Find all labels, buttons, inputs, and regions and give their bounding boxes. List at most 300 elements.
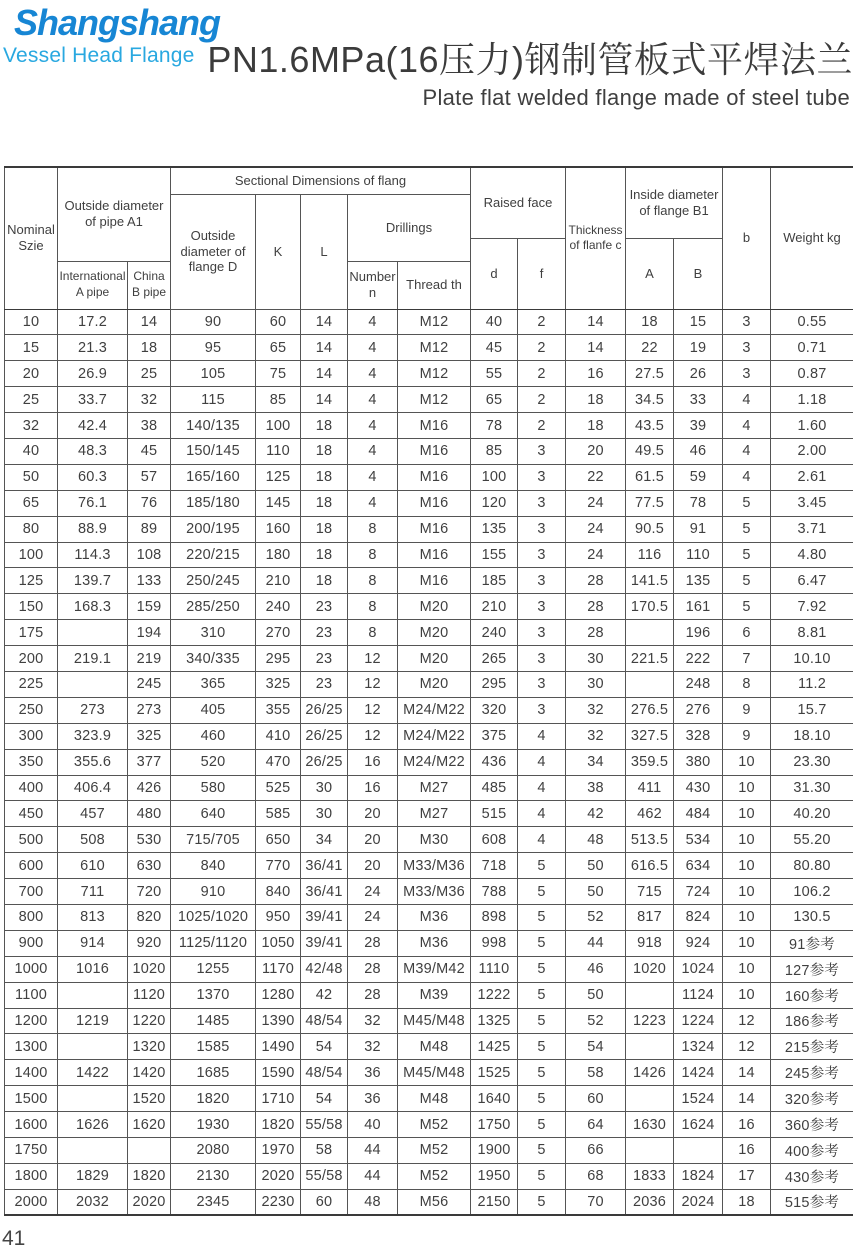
table-cell: 840	[171, 853, 256, 879]
table-row	[5, 671, 853, 697]
table-cell: 1685	[171, 1060, 256, 1086]
table-cell: 48	[348, 1189, 398, 1215]
table-cell	[58, 1138, 128, 1164]
table-cell: 14	[566, 335, 626, 361]
table-cell: 5	[518, 879, 566, 905]
table-cell: 1000	[5, 956, 58, 982]
table-cell: 185	[471, 568, 518, 594]
table-cell: 42	[301, 982, 348, 1008]
table-cell: 3	[723, 361, 771, 387]
table-cell: 585	[256, 801, 301, 827]
table-cell: 1800	[5, 1163, 58, 1189]
brand-logo-text: Shangshang	[14, 2, 221, 43]
table-cell: 820	[128, 904, 171, 930]
table-cell: 24	[566, 516, 626, 542]
table-cell: 32	[5, 413, 58, 439]
table-cell: 7	[723, 646, 771, 672]
table-cell: 4	[518, 775, 566, 801]
table-cell: 5	[518, 1163, 566, 1189]
table-cell: 54	[566, 1034, 626, 1060]
table-cell: 8.81	[771, 620, 853, 646]
table-cell: 718	[471, 853, 518, 879]
table-cell: M27	[398, 775, 471, 801]
table-cell: 3	[518, 594, 566, 620]
table-cell: 125	[256, 464, 301, 490]
table-cell: 4	[348, 309, 398, 335]
table-cell: 8	[348, 516, 398, 542]
table-cell: 15	[674, 309, 723, 335]
table-cell: M24/M22	[398, 749, 471, 775]
table-cell: 1624	[674, 1112, 723, 1138]
table-cell: 45	[128, 438, 171, 464]
page-number: 41	[2, 1227, 26, 1250]
col-header-number-n: Number n	[348, 261, 398, 309]
table-cell	[58, 620, 128, 646]
table-cell: 36	[348, 1086, 398, 1112]
table-cell: 2230	[256, 1189, 301, 1215]
table-cell: 5	[518, 1086, 566, 1112]
table-cell: 10	[723, 775, 771, 801]
table-cell: 5	[723, 490, 771, 516]
table-cell: 1024	[674, 956, 723, 982]
table-cell: 24	[566, 490, 626, 516]
table-cell: 5	[518, 956, 566, 982]
table-cell: 100	[5, 542, 58, 568]
table-cell: 3.45	[771, 490, 853, 516]
table-cell: 7.92	[771, 594, 853, 620]
table-cell: 4	[348, 464, 398, 490]
table-cell: 4	[723, 438, 771, 464]
table-row	[5, 879, 853, 905]
table-cell: 436	[471, 749, 518, 775]
table-cell: 30	[566, 671, 626, 697]
table-cell: 64	[566, 1112, 626, 1138]
table-cell: 55.20	[771, 827, 853, 853]
table-cell: M48	[398, 1086, 471, 1112]
table-cell: 715	[626, 879, 674, 905]
table-cell: 50	[5, 464, 58, 490]
table-cell: 770	[256, 853, 301, 879]
table-row	[5, 620, 853, 646]
table-row	[5, 309, 853, 335]
table-cell: 88.9	[58, 516, 128, 542]
table-cell: 2032	[58, 1189, 128, 1215]
brand-tagline: Vessel Head Flange	[3, 44, 195, 67]
table-row	[5, 568, 853, 594]
table-cell: 1590	[256, 1060, 301, 1086]
table-cell: 520	[171, 749, 256, 775]
table-cell: 210	[471, 594, 518, 620]
table-cell: 28	[566, 620, 626, 646]
col-header-international-a-pipe: International A pipe	[58, 261, 128, 309]
table-row	[5, 594, 853, 620]
table-cell: 54	[301, 1034, 348, 1060]
table-cell: 4	[723, 387, 771, 413]
table-cell: 998	[471, 930, 518, 956]
table-cell: 12	[348, 697, 398, 723]
table-cell: 4	[348, 387, 398, 413]
table-cell: 40	[5, 438, 58, 464]
table-cell: 12	[723, 1034, 771, 1060]
table-cell: 2	[518, 309, 566, 335]
table-cell: M52	[398, 1138, 471, 1164]
table-cell: 1120	[128, 982, 171, 1008]
table-cell: 5	[518, 1189, 566, 1215]
col-group-outside-pipe-a1: Outside diameter of pipe A1	[58, 167, 171, 261]
table-cell: M12	[398, 335, 471, 361]
table-row	[5, 1112, 853, 1138]
table-cell: 411	[626, 775, 674, 801]
table-cell: 12	[348, 646, 398, 672]
table-cell: 10	[5, 309, 58, 335]
table-cell: 65	[471, 387, 518, 413]
table-cell: 222	[674, 646, 723, 672]
table-cell: 32	[566, 723, 626, 749]
table-cell: 31.30	[771, 775, 853, 801]
table-cell: 1620	[128, 1112, 171, 1138]
table-cell: 1820	[128, 1163, 171, 1189]
table-cell: 273	[58, 697, 128, 723]
table-body	[5, 309, 853, 1215]
table-cell: 910	[171, 879, 256, 905]
table-cell: 24	[566, 542, 626, 568]
table-cell: 1390	[256, 1008, 301, 1034]
table-cell: 350	[5, 749, 58, 775]
table-cell: 50	[566, 982, 626, 1008]
table-cell: M16	[398, 490, 471, 516]
table-cell: 106.2	[771, 879, 853, 905]
table-cell: 75	[256, 361, 301, 387]
table-cell: 1223	[626, 1008, 674, 1034]
table-cell: 130.5	[771, 904, 853, 930]
table-cell: 14	[566, 309, 626, 335]
table-cell: 139.7	[58, 568, 128, 594]
table-cell: 30	[301, 775, 348, 801]
table-cell: M20	[398, 671, 471, 697]
table-cell: M45/M48	[398, 1060, 471, 1086]
table-cell: 65	[256, 335, 301, 361]
table-cell: 515参考	[771, 1189, 853, 1215]
table-cell: 18	[723, 1189, 771, 1215]
table-cell	[58, 982, 128, 1008]
table-cell: 5	[723, 594, 771, 620]
table-cell: 54	[301, 1086, 348, 1112]
table-cell: 450	[5, 801, 58, 827]
table-row	[5, 749, 853, 775]
table-cell: M52	[398, 1163, 471, 1189]
table-row	[5, 956, 853, 982]
table-row	[5, 1138, 853, 1164]
table-cell: 60	[566, 1086, 626, 1112]
table-cell: 14	[301, 361, 348, 387]
table-cell: 4	[518, 723, 566, 749]
table-cell: 1422	[58, 1060, 128, 1086]
table-cell: 817	[626, 904, 674, 930]
table-cell: 5	[518, 1060, 566, 1086]
table-cell: 44	[566, 930, 626, 956]
table-cell: M12	[398, 309, 471, 335]
table-cell: 295	[471, 671, 518, 697]
table-row	[5, 1086, 853, 1112]
table-cell: 175	[5, 620, 58, 646]
table-cell: 8	[723, 671, 771, 697]
table-cell: 100	[256, 413, 301, 439]
table-cell: M36	[398, 904, 471, 930]
table-cell: 426	[128, 775, 171, 801]
table-cell: 155	[471, 542, 518, 568]
table-cell: 5	[723, 568, 771, 594]
table-cell: 38	[566, 775, 626, 801]
table-cell: 33	[674, 387, 723, 413]
table-cell: 2.61	[771, 464, 853, 490]
table-cell: 2020	[128, 1189, 171, 1215]
table-cell: 23	[301, 646, 348, 672]
table-cell: 70	[566, 1189, 626, 1215]
table-cell: 48.3	[58, 438, 128, 464]
table-cell: 3	[518, 542, 566, 568]
table-cell: 28	[348, 982, 398, 1008]
table-cell: 140/135	[171, 413, 256, 439]
table-cell: 250/245	[171, 568, 256, 594]
table-cell: 0.55	[771, 309, 853, 335]
table-cell: 4	[518, 827, 566, 853]
col-group-raised-face: Raised face	[471, 167, 566, 238]
table-cell: 295	[256, 646, 301, 672]
table-cell: 4	[723, 464, 771, 490]
table-cell: 580	[171, 775, 256, 801]
table-cell: 110	[256, 438, 301, 464]
table-cell: 4	[348, 413, 398, 439]
table-cell: 1370	[171, 982, 256, 1008]
table-cell	[626, 1086, 674, 1112]
table-cell: 9	[723, 723, 771, 749]
col-header-inside-a: A	[626, 238, 674, 309]
table-cell: 27.5	[626, 361, 674, 387]
table-cell: 16	[723, 1112, 771, 1138]
table-cell: M16	[398, 464, 471, 490]
table-cell: 18	[301, 516, 348, 542]
table-cell: 28	[348, 956, 398, 982]
table-cell: 1020	[626, 956, 674, 982]
table-cell: 1255	[171, 956, 256, 982]
table-cell: 4	[518, 801, 566, 827]
table-cell: 10	[723, 956, 771, 982]
table-cell: M33/M36	[398, 853, 471, 879]
table-cell: 1219	[58, 1008, 128, 1034]
table-cell: 18	[626, 309, 674, 335]
table-header	[5, 167, 853, 309]
table-cell: 634	[674, 853, 723, 879]
table-cell: M39/M42	[398, 956, 471, 982]
table-cell: 18	[301, 542, 348, 568]
table-cell: 405	[171, 697, 256, 723]
table-cell: 1425	[471, 1034, 518, 1060]
table-cell: 8	[348, 620, 398, 646]
table-cell: 26	[674, 361, 723, 387]
table-cell: 1.18	[771, 387, 853, 413]
table-row	[5, 387, 853, 413]
table-cell: 58	[301, 1138, 348, 1164]
table-row	[5, 982, 853, 1008]
table-cell: 34	[566, 749, 626, 775]
table-cell: 159	[128, 594, 171, 620]
table-cell: 194	[128, 620, 171, 646]
table-cell: 10	[723, 827, 771, 853]
table-cell: 380	[674, 749, 723, 775]
table-cell: 250	[5, 697, 58, 723]
table-cell: 320	[471, 697, 518, 723]
table-cell: 534	[674, 827, 723, 853]
table-cell: 14	[301, 387, 348, 413]
table-cell: 276	[674, 697, 723, 723]
table-cell: 26.9	[58, 361, 128, 387]
table-cell: 20	[348, 801, 398, 827]
table-cell: 914	[58, 930, 128, 956]
table-cell: 1820	[171, 1086, 256, 1112]
table-cell: 90.5	[626, 516, 674, 542]
col-header-k: K	[256, 194, 301, 309]
table-cell: 1485	[171, 1008, 256, 1034]
table-cell: 2036	[626, 1189, 674, 1215]
table-cell: 924	[674, 930, 723, 956]
table-cell: 328	[674, 723, 723, 749]
table-cell: 724	[674, 879, 723, 905]
table-cell: 10	[723, 749, 771, 775]
table-cell: 55/58	[301, 1112, 348, 1138]
table-cell: 46	[674, 438, 723, 464]
table-cell: 1426	[626, 1060, 674, 1086]
table-cell: 48/54	[301, 1060, 348, 1086]
table-cell: 22	[566, 464, 626, 490]
table-cell: 12	[348, 723, 398, 749]
table-cell: 1424	[674, 1060, 723, 1086]
table-cell: 42	[566, 801, 626, 827]
table-cell: 141.5	[626, 568, 674, 594]
table-cell	[128, 1138, 171, 1164]
table-cell: 918	[626, 930, 674, 956]
col-header-raised-f: f	[518, 238, 566, 309]
table-cell: 355.6	[58, 749, 128, 775]
col-header-l: L	[301, 194, 348, 309]
table-cell: 1833	[626, 1163, 674, 1189]
table-cell: 43.5	[626, 413, 674, 439]
page-subtitle: Plate flat welded flange made of steel tube	[422, 85, 850, 110]
table-cell: 219.1	[58, 646, 128, 672]
table-cell: M20	[398, 646, 471, 672]
table-cell: 91	[674, 516, 723, 542]
table-cell: 430	[674, 775, 723, 801]
table-cell	[626, 982, 674, 1008]
table-cell: 460	[171, 723, 256, 749]
table-cell: 5	[518, 1034, 566, 1060]
table-cell: 4	[518, 749, 566, 775]
table-cell: 25	[128, 361, 171, 387]
table-cell: 15	[5, 335, 58, 361]
table-cell: 484	[674, 801, 723, 827]
table-cell: 78	[471, 413, 518, 439]
table-cell: 16	[348, 749, 398, 775]
table-cell: 60	[256, 309, 301, 335]
table-cell: 36/41	[301, 879, 348, 905]
table-cell: 150/145	[171, 438, 256, 464]
table-cell: 1500	[5, 1086, 58, 1112]
table-cell: 3	[518, 490, 566, 516]
table-cell: 52	[566, 904, 626, 930]
table-cell: 196	[674, 620, 723, 646]
table-cell: M52	[398, 1112, 471, 1138]
table-row	[5, 775, 853, 801]
table-cell: 11.2	[771, 671, 853, 697]
table-cell: M16	[398, 568, 471, 594]
table-cell: 898	[471, 904, 518, 930]
table-cell: 95	[171, 335, 256, 361]
table-cell: 22	[626, 335, 674, 361]
table-cell: 400参考	[771, 1138, 853, 1164]
table-row	[5, 1163, 853, 1189]
table-cell: 32	[566, 697, 626, 723]
table-cell	[626, 671, 674, 697]
table-cell: 1300	[5, 1034, 58, 1060]
table-cell: 1170	[256, 956, 301, 982]
col-header-weight: Weight kg	[771, 167, 853, 309]
table-cell: 12	[723, 1008, 771, 1034]
table-cell: 8	[348, 542, 398, 568]
table-cell: 48/54	[301, 1008, 348, 1034]
table-cell: 50	[566, 853, 626, 879]
table-cell: 40.20	[771, 801, 853, 827]
table-cell: 3	[518, 568, 566, 594]
table-cell: 30	[301, 801, 348, 827]
table-cell	[626, 620, 674, 646]
table-cell: M36	[398, 930, 471, 956]
table-cell: 1124	[674, 982, 723, 1008]
table-cell: 76.1	[58, 490, 128, 516]
table-cell: 2130	[171, 1163, 256, 1189]
table-cell: 327.5	[626, 723, 674, 749]
table-cell: 276.5	[626, 697, 674, 723]
table-cell: 44	[348, 1163, 398, 1189]
table-cell: 150	[5, 594, 58, 620]
table-cell: 5	[518, 904, 566, 930]
table-cell: 91参考	[771, 930, 853, 956]
table-cell: 2080	[171, 1138, 256, 1164]
table-cell: M16	[398, 438, 471, 464]
table-cell: M24/M22	[398, 697, 471, 723]
table-row	[5, 827, 853, 853]
col-header-nominal-size: Nominal Szie	[5, 167, 58, 309]
table-cell: 1125/1120	[171, 930, 256, 956]
table-cell	[58, 1034, 128, 1060]
table-cell: 68	[566, 1163, 626, 1189]
table-cell: 120	[471, 490, 518, 516]
table-cell: 185/180	[171, 490, 256, 516]
table-cell: 310	[171, 620, 256, 646]
table-cell: 45	[471, 335, 518, 361]
table-cell: 265	[471, 646, 518, 672]
table-cell: 1520	[128, 1086, 171, 1112]
table-row	[5, 516, 853, 542]
table-cell: 26/25	[301, 749, 348, 775]
table-cell: 57	[128, 464, 171, 490]
table-cell: 39	[674, 413, 723, 439]
table-cell: 23	[301, 671, 348, 697]
table-cell: 20	[5, 361, 58, 387]
table-cell: 180	[256, 542, 301, 568]
table-cell: 430参考	[771, 1163, 853, 1189]
table-row	[5, 1060, 853, 1086]
table-cell: 135	[674, 568, 723, 594]
table-cell: 4	[348, 438, 398, 464]
